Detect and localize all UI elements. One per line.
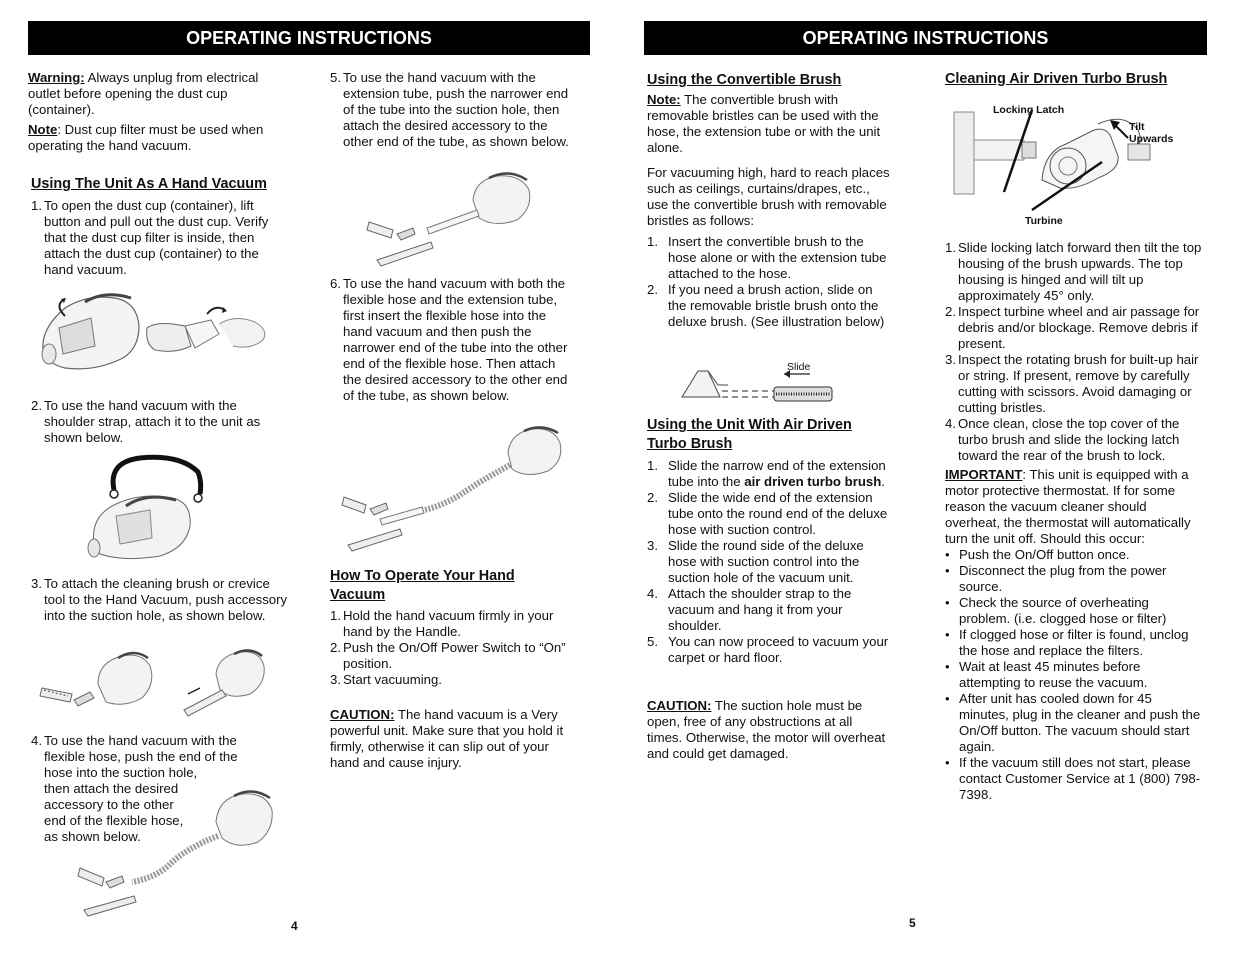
tilt-label: Tilt <box>1129 121 1145 133</box>
turbo-brush-heading: Using the Unit With Air Driven Turbo Brush <box>647 417 852 452</box>
dust-cup-illustration <box>35 288 275 378</box>
list-item <box>945 691 1203 755</box>
bullet-text: Check the source of overheating problem. (i.e. clogged hose or filter) <box>959 595 1167 626</box>
step-text-line: flexible hose, push the end of the <box>44 749 238 764</box>
list-item <box>647 586 892 634</box>
hose-and-tube-illustration <box>340 425 565 555</box>
list-item <box>330 672 575 688</box>
operate-steps <box>330 608 575 688</box>
list-item <box>945 563 1203 595</box>
list-item <box>945 352 1203 416</box>
step-text-line: end of the flexible hose, <box>44 813 184 828</box>
list-item <box>330 608 575 640</box>
step-text: You can now proceed to vacuum your carpet or hard floor. <box>668 634 889 665</box>
list-item <box>330 640 575 672</box>
step-text: Slide the round side of the deluxe hose with suction control into the suction hole of the vacuum unit. <box>668 538 864 585</box>
left-caution <box>330 707 578 771</box>
list-item <box>31 398 291 446</box>
list-item <box>31 198 291 278</box>
step-text: Slide the wide end of the extension tube onto the round end of the deluxe hose with suction control. <box>668 490 888 537</box>
step-text: Slide locking latch forward then tilt the top housing of the brush upwards. The top housing is hinged and will tilt up approximately 45° only. <box>958 240 1202 303</box>
step-number: 4. <box>647 586 658 601</box>
list-item <box>945 659 1203 691</box>
step-number: 3. <box>647 538 658 553</box>
list-item <box>647 458 892 490</box>
step-text: Once clean, close the top cover of the turbo brush and slide the locking latch toward the rear of the brush to lock. <box>958 416 1180 463</box>
step-text: To use the hand vacuum with both the flexible hose and the extension tube, first insert the flexible hose into the hand vacuum and then push the narrower end of the tube into the other end of the flexible hose. Then attach the desired accessory to the other end of the tube, as shown below. <box>343 276 568 403</box>
cleaning-steps <box>945 240 1203 464</box>
step-number: 3. <box>31 576 42 591</box>
step-5 <box>330 70 570 150</box>
turbine-label: Turbine <box>1025 215 1063 227</box>
step-number: 6. <box>330 276 341 291</box>
bullet-text: Push the On/Off button once. <box>959 547 1130 562</box>
list-item <box>330 70 570 150</box>
locking-latch-label: Locking Latch <box>993 104 1065 116</box>
step-number: 1. <box>945 240 956 255</box>
step-text: Inspect the rotating brush for built-up hair or string. If present, remove by carefully cutting with scissors. Avoid damaging or cutting bristles. <box>958 352 1199 415</box>
step-text-bold: air driven turbo brush <box>744 474 882 489</box>
step-text: To open the dust cup (container), lift button and pull out the dust cup. Verify that the dust cup filter is inside, then attach the dust cup (container) to the hand vacuum. <box>44 198 269 277</box>
list-item <box>945 416 1203 464</box>
step-text: Insert the convertible brush to the hose alone or with the extension tube attached to the hose. <box>668 234 887 281</box>
list-item <box>945 304 1203 352</box>
bullet-text: After unit has cooled down for 45 minutes, plug in the cleaner and push the On/Off button. The vacuum should start again. <box>959 691 1201 754</box>
note-paragraph <box>28 122 290 154</box>
step-number: 4. <box>945 416 956 431</box>
step-number: 5. <box>330 70 341 85</box>
step-number: 1. <box>647 458 658 473</box>
brush-crevice-illustration <box>38 644 268 724</box>
bullet-text: If clogged hose or filter is found, unclog the hose and replace the filters. <box>959 627 1189 658</box>
caution-text: The hand vacuum is a Very powerful unit. Make sure that you hold it firmly, otherwise it can slip out of your hand and cause injury. <box>330 707 564 770</box>
step-text-line: hose into the suction hole, <box>44 765 198 780</box>
note-text: The convertible brush with removable bristles can be used with the hose, the extension tube or with the unit alone. <box>647 92 881 155</box>
bullet-text: If the vacuum still does not start, please contact Customer Service at 1 (800) 798-7398. <box>959 755 1201 802</box>
warning-paragraph <box>28 70 290 118</box>
step-6 <box>330 276 570 404</box>
step-number: 2. <box>647 490 658 505</box>
note-text: : Dust cup filter must be used when operating the hand vacuum. <box>28 122 264 153</box>
warning-label: Warning: <box>28 70 85 85</box>
step-text-line: as shown below. <box>44 829 141 844</box>
brush-note <box>647 92 892 156</box>
step-1 <box>31 198 291 278</box>
bullet-text: Disconnect the plug from the power source. <box>959 563 1167 594</box>
cleaning-heading: Cleaning Air Driven Turbo Brush <box>945 71 1168 87</box>
step-number: 2. <box>647 282 658 297</box>
step-text-line: accessory to the other <box>44 797 174 812</box>
list-item <box>945 595 1203 627</box>
list-item <box>647 634 892 666</box>
note-label: Note <box>28 122 58 137</box>
step-text: Push the On/Off Power Switch to “On” position. <box>343 640 566 671</box>
left-page-header: OPERATING INSTRUCTIONS <box>28 21 590 55</box>
caution-label: CAUTION: <box>330 707 395 722</box>
list-item <box>330 276 570 404</box>
important-text: : This unit is equipped with a motor protective thermostat. If for some reason the vacuum cleaner should overheat, the thermostat will automatically turn the unit off. Should this occur: <box>945 467 1191 546</box>
operate-heading: How To Operate Your Hand Vacuum <box>330 568 515 603</box>
step-text: Inspect turbine wheel and air passage for debris and/or blockage. Remove debris if present. <box>958 304 1200 351</box>
brush-intro: For vacuuming high, hard to reach places such as ceilings, curtains/drapes, etc., use the convertible brush with removable bristles as follows: <box>647 165 890 228</box>
right-caution <box>647 698 887 762</box>
step-text-line: To use the hand vacuum with the <box>44 733 237 748</box>
step-number: 1. <box>31 198 42 213</box>
bullet: • <box>945 755 950 770</box>
step-number: 3. <box>330 672 341 687</box>
bullet: • <box>945 659 950 674</box>
step-text: Slide the narrow end of the extension tube into the <box>668 458 886 489</box>
slide-brush-illustration <box>678 357 838 407</box>
flexible-hose-illustration <box>76 786 280 918</box>
extension-tube-illustration <box>365 170 545 270</box>
step-text: . <box>881 474 885 489</box>
list-item <box>647 234 892 282</box>
left-column-1 <box>28 70 290 154</box>
important-block <box>945 467 1203 803</box>
bullet: • <box>945 595 950 610</box>
important-label: IMPORTANT <box>945 467 1023 482</box>
step-text: Attach the shoulder strap to the vacuum and hang it from your shoulder. <box>668 586 852 633</box>
step-number: 1. <box>330 608 341 623</box>
step-number: 2. <box>31 398 42 413</box>
bullet: • <box>945 627 950 642</box>
step-number: 1. <box>647 234 658 249</box>
step-number: 2. <box>330 640 341 655</box>
list-item <box>945 547 1203 563</box>
right-column-1 <box>647 71 892 330</box>
list-item <box>945 627 1203 659</box>
step-text: If you need a brush action, slide on the removable bristle brush onto the deluxe brush. (See illustration below) <box>668 282 885 329</box>
list-item <box>31 576 291 624</box>
note-label: Note: <box>647 92 681 107</box>
step-text: Hold the hand vacuum firmly in your hand by the Handle. <box>343 608 554 639</box>
caution-label: CAUTION: <box>647 698 712 713</box>
list-item <box>647 538 892 586</box>
bullet-text: Wait at least 45 minutes before attempting to reuse the vacuum. <box>959 659 1148 690</box>
warning-text: Always unplug from electrical outlet before opening the dust cup (container). <box>28 70 259 117</box>
step-number: 3. <box>945 352 956 367</box>
page-number-4: 4 <box>291 919 298 933</box>
bullet: • <box>945 547 950 562</box>
page-number-5: 5 <box>909 916 916 930</box>
hand-vacuum-heading: Using The Unit As A Hand Vacuum <box>31 176 267 192</box>
step-text: To use the hand vacuum with the shoulder strap, attach it to the unit as shown below. <box>44 398 261 445</box>
step-number: 5. <box>647 634 658 649</box>
caution-text: The suction hole must be open, free of any obstructions at all times. Otherwise, the motor will overheat and could get damaged. <box>647 698 886 761</box>
step-2 <box>31 398 291 446</box>
step-number: 4. <box>31 733 42 748</box>
turbo-steps <box>647 458 892 666</box>
step-text: To attach the cleaning brush or crevice tool to the Hand Vacuum, push accessory into the suction hole, as shown below. <box>44 576 288 623</box>
step-number: 2. <box>945 304 956 319</box>
step-text-line: then attach the desired <box>44 781 179 796</box>
convertible-brush-heading: Using the Convertible Brush <box>647 72 842 88</box>
slide-label: Slide <box>787 361 811 373</box>
bullet: • <box>945 691 950 706</box>
list-item <box>647 282 892 330</box>
list-item <box>945 240 1203 304</box>
step-text: Start vacuuming. <box>343 672 442 687</box>
list-item <box>945 755 1203 803</box>
upwards-label: Upwards <box>1129 133 1174 145</box>
list-item <box>647 490 892 538</box>
step-3 <box>31 576 291 624</box>
bullet: • <box>945 563 950 578</box>
shoulder-strap-illustration <box>80 452 220 564</box>
right-page-header: OPERATING INSTRUCTIONS <box>644 21 1207 55</box>
step-text: To use the hand vacuum with the extension tube, push the narrower end of the tube into the suction hole, then attach the desired accessory to the other end of the tube, as shown below. <box>343 70 569 149</box>
